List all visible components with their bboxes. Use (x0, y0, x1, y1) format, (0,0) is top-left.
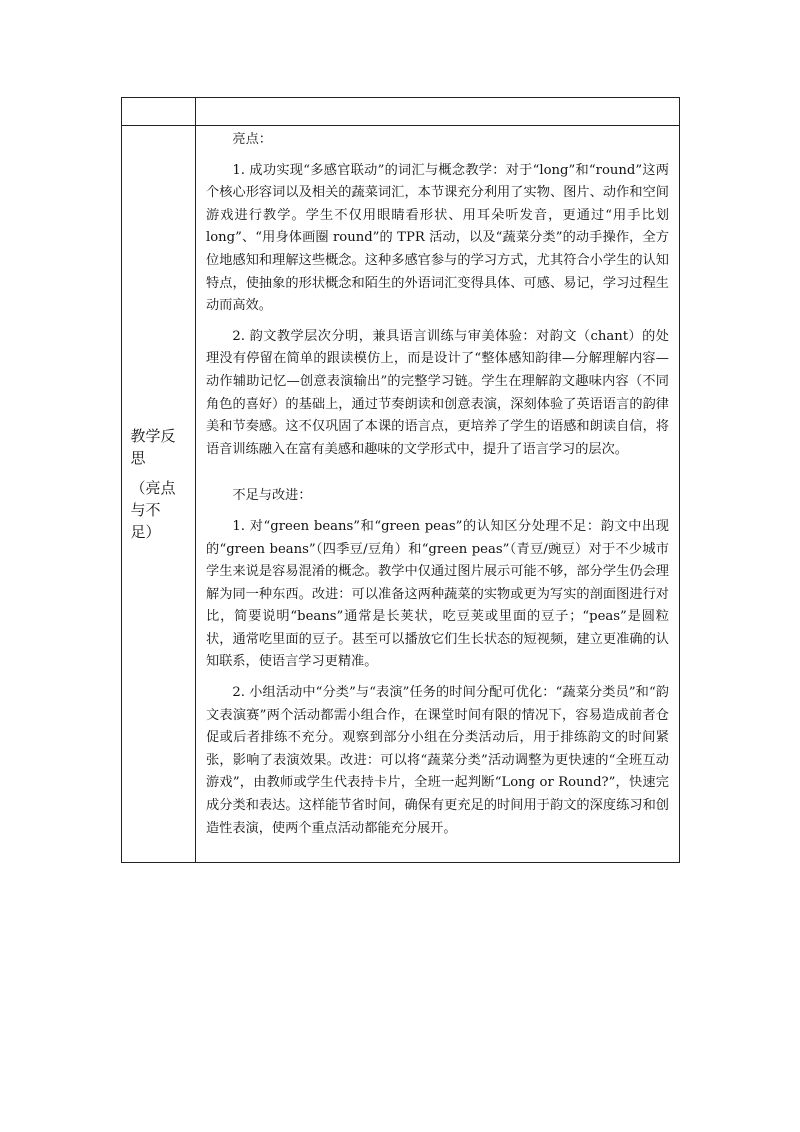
reflection-table (121, 97, 680, 863)
row-label: 教学反思 (130, 427, 176, 467)
table-row-empty (122, 98, 680, 126)
section-spacer (206, 461, 669, 485)
improvements-heading: 不足与改进： (232, 488, 312, 504)
row-label-cell (122, 126, 196, 863)
highlight-paragraph-2: 2. 韵文教学层次分明，兼具语言训练与审美体验：对韵文（chant）的处理没有停留在简单的跟读模仿上，而是设计了“整体感知韵律—分解理解内容—动作辅助记忆—创意表演输出”的完整学习链。学生在理解韵文趣味内容（不同角色的喜好）的基础上，通过节奏朗读和创意表演，深刻体验了英语语言的韵律美和节奏感。这不仅巩固了本课的语言点，更培养了学生的语感和朗读自信，将语音训练融入在富有美感和趣味的文学形式中，提升了语言学习的层次。 (206, 328, 669, 457)
improvement-paragraph-2: 2. 小组活动中“分类”与“表演”任务的时间分配可优化：“蔬菜分类员”和“韵文表演赛”两个活动都需小组合作，在课堂时间有限的情况下，容易造成前者仓促或后者排练不充分。观察到部分小组在分类活动后，用于排练韵文的时间紧张，影响了表演效果。改进：可以将“蔬菜分类”活动调整为更快速的“全班互动游戏”，由教师或学生代表持卡片，全班一起判断“Long or Round?”，快速完成分类和表达。这样能节省时间，确保有更充足的时间用于韵文的深度练习和创造性表演，使两个重点活动都能充分展开。 (206, 685, 669, 836)
reflection-content-cell (196, 126, 680, 863)
highlights-heading: 亮点： (232, 132, 272, 147)
empty-content-cell (196, 98, 680, 126)
empty-label-cell (122, 98, 196, 126)
highlight-paragraph-1: 1. 成功实现“多感官联动”的词汇与概念教学：对于“long”和“round”这两个核心形容词以及相关的蔬菜词汇，本节课充分利用了实物、图片、动作和空间游戏进行教学。学生不仅用眼睛看形状、用耳朵听发音，更通过“用手比划 long”、“用身体画圈 round”的 TPR 活动，以及“蔬菜分类”的动手操作，全方位地感知和理解这些概念。这种多感官参与的学习方式，尤其符合小学生的认知特点，使抽象的形状概念和陌生的外语词汇变得具体、可感、易记，学习过程生动而高效。 (206, 162, 669, 314)
table-row-reflection (122, 126, 680, 863)
improvement-paragraph-1: 1. 对“green beans”和“green peas”的认知区分处理不足：韵文中出现的“green beans”（四季豆/豆角）和“green peas”（青豆/豌豆）对于不少城市学生来说是容易混淆的概念。教学中仅通过图片展示可能不够，部分学生仍会理解为同一种东西。改进：可以准备这两种蔬菜的实物或更为写实的剖面图进行对比，简要说明“beans”通常是长荚状，吃豆荚或里面的豆子；“peas”是圆粒状，通常吃里面的豆子。甚至可以播放它们生长状态的短视频，建立更准确的认知联系，使语言学习更精准。 (206, 518, 669, 670)
row-label-wrap (131, 425, 187, 543)
row-sublabel: （亮点与不足） (130, 479, 176, 541)
